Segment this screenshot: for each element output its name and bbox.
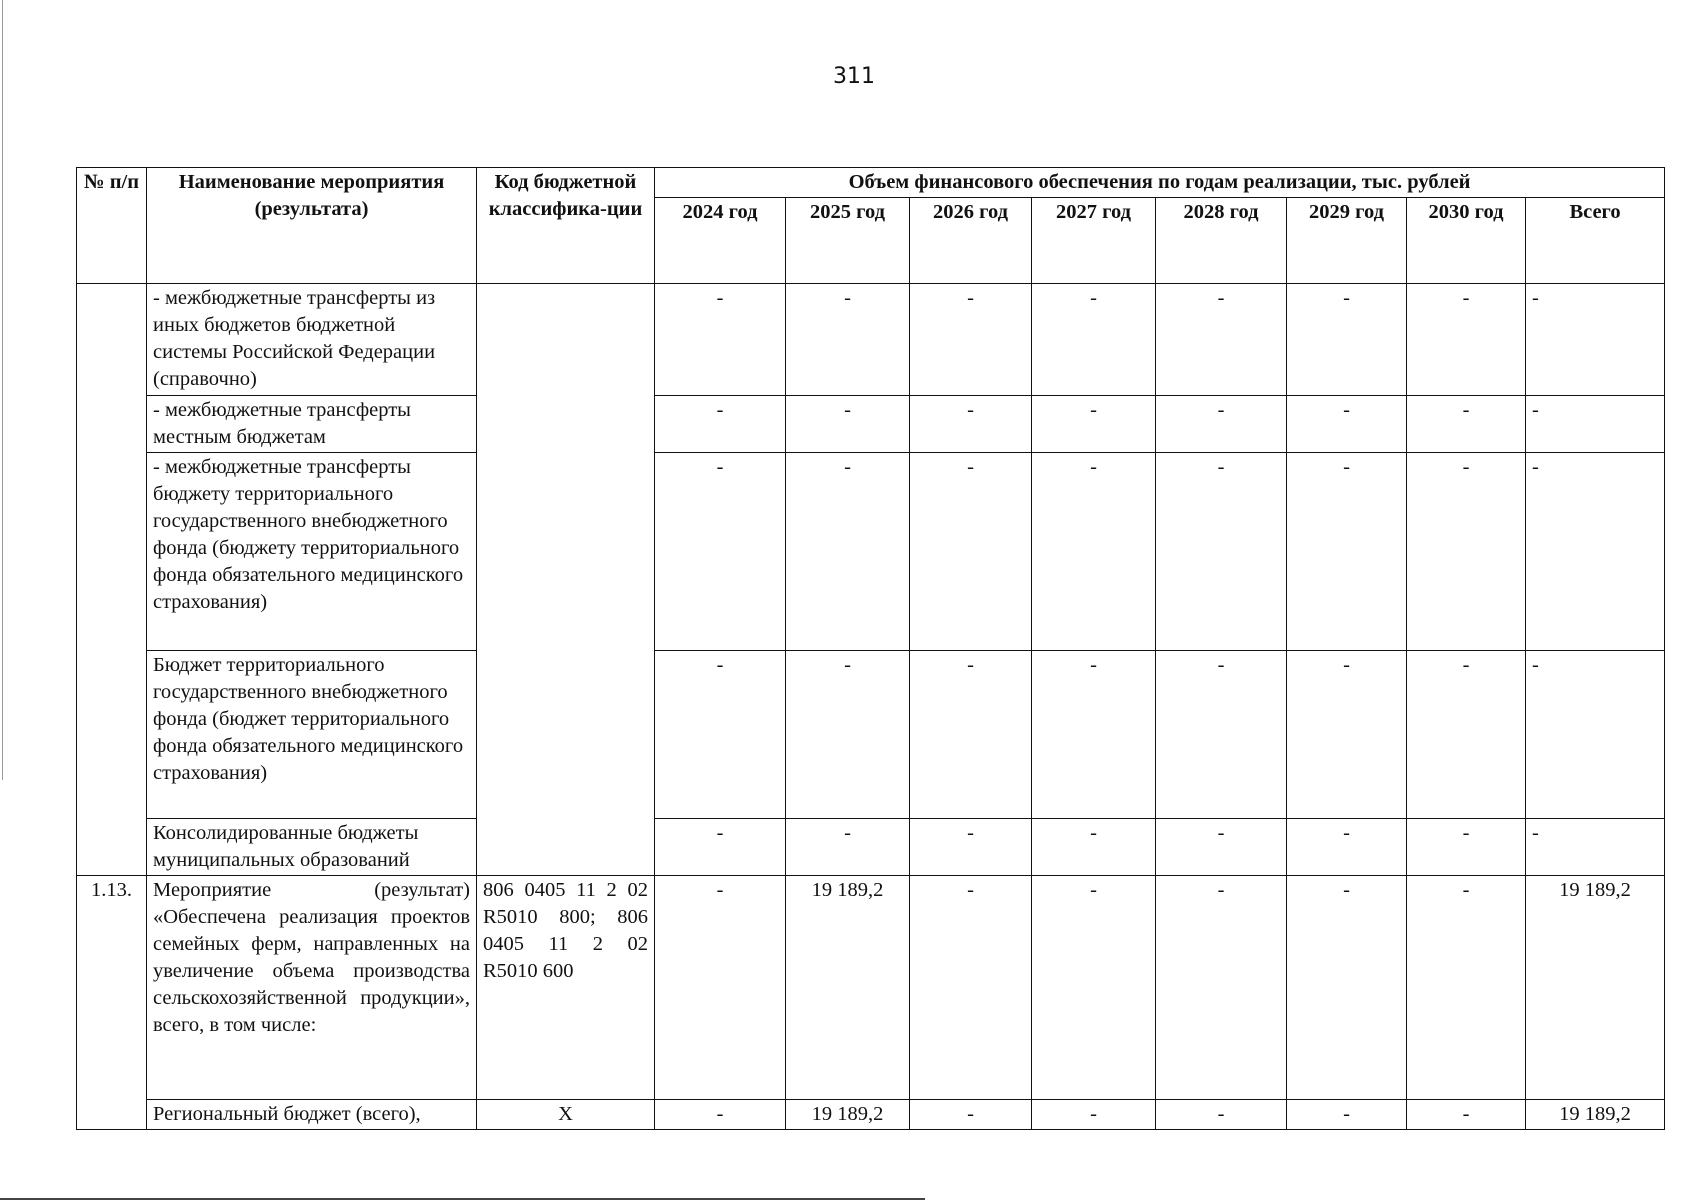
total-cell: - <box>1526 453 1665 651</box>
row-name: Региональный бюджет (всего), <box>147 1100 477 1130</box>
row-name: - межбюджетные трансферты бюджету территориального государственного внебюджетного фонда (бюджету территориального фонда обязательного медицинского страхования) <box>147 453 477 651</box>
value-cell: - <box>1156 819 1287 876</box>
row-number: 1.13. <box>77 876 147 1130</box>
value-cell: - <box>1032 651 1156 819</box>
header-col-no: № п/п <box>77 168 147 284</box>
value-cell: - <box>1032 396 1156 453</box>
value-cell: - <box>910 819 1032 876</box>
value-cell: - <box>655 876 786 1100</box>
table-row <box>77 284 1665 396</box>
value-cell: - <box>1287 1100 1407 1130</box>
header-year: 2027 год <box>1032 198 1156 284</box>
value-cell: - <box>655 396 786 453</box>
value-cell: - <box>1032 453 1156 651</box>
table-row <box>77 453 1665 651</box>
header-year: 2029 год <box>1287 198 1407 284</box>
value-cell: - <box>655 284 786 396</box>
value-cell: - <box>1287 651 1407 819</box>
value-cell: - <box>1287 396 1407 453</box>
table-row <box>77 651 1665 819</box>
header-row-1 <box>77 168 1665 198</box>
value-cell: - <box>1032 819 1156 876</box>
value-cell: 19 189,2 <box>786 1100 910 1130</box>
budget-table <box>76 167 1665 1130</box>
table-row <box>77 819 1665 876</box>
value-cell: - <box>1032 1100 1156 1130</box>
value-cell: - <box>910 284 1032 396</box>
row-name: Мероприятие (результат) «Обеспечена реализация проектов семейных ферм, направленных на увеличение объема производства сельскохозяйственной продукции», всего, в том числе: <box>147 876 477 1100</box>
row-name: - межбюджетные трансферты местным бюджетам <box>147 396 477 453</box>
value-cell: - <box>1407 284 1526 396</box>
header-year: 2030 год <box>1407 198 1526 284</box>
row-name: Консолидированные бюджеты муниципальных образований <box>147 819 477 876</box>
value-cell: - <box>786 651 910 819</box>
value-cell: - <box>1287 284 1407 396</box>
header-year: 2024 год <box>655 198 786 284</box>
value-cell: - <box>786 284 910 396</box>
scan-edge-line <box>2 0 3 780</box>
value-cell: - <box>1156 453 1287 651</box>
value-cell: - <box>1407 651 1526 819</box>
header-col-name: Наименование мероприятия (результата) <box>147 168 477 284</box>
value-cell: - <box>655 651 786 819</box>
value-cell: - <box>1287 819 1407 876</box>
value-cell: - <box>786 819 910 876</box>
value-cell: - <box>910 651 1032 819</box>
value-cell: - <box>1156 396 1287 453</box>
value-cell: - <box>910 1100 1032 1130</box>
value-cell: - <box>910 396 1032 453</box>
value-cell: - <box>786 453 910 651</box>
total-cell: - <box>1526 819 1665 876</box>
header-year: 2025 год <box>786 198 910 284</box>
value-cell: - <box>655 1100 786 1130</box>
value-cell: - <box>1407 453 1526 651</box>
header-year: 2028 год <box>1156 198 1287 284</box>
row-name: Бюджет территориального государственного внебюджетного фонда (бюджет территориального фонда обязательного медицинского страхования) <box>147 651 477 819</box>
total-cell: 19 189,2 <box>1526 876 1665 1100</box>
value-cell: - <box>1407 876 1526 1100</box>
row-code: X <box>477 1100 655 1130</box>
value-cell: - <box>1287 453 1407 651</box>
value-cell: - <box>1287 876 1407 1100</box>
page-number: 311 <box>833 64 875 89</box>
header-total: Всего <box>1526 198 1665 284</box>
row-code-cell <box>477 284 655 876</box>
row-name: - межбюджетные трансферты из иных бюджетов бюджетной системы Российской Федерации (справочно) <box>147 284 477 396</box>
value-cell: - <box>655 819 786 876</box>
total-cell: - <box>1526 396 1665 453</box>
value-cell: - <box>1407 819 1526 876</box>
value-cell: - <box>1156 284 1287 396</box>
row-number-cell <box>77 284 147 876</box>
value-cell: - <box>910 876 1032 1100</box>
total-cell: - <box>1526 284 1665 396</box>
total-cell: - <box>1526 651 1665 819</box>
value-cell: - <box>786 396 910 453</box>
value-cell: - <box>910 453 1032 651</box>
value-cell: 19 189,2 <box>786 876 910 1100</box>
header-col-volume: Объем финансового обеспечения по годам реализации, тыс. рублей <box>655 168 1665 198</box>
table-row <box>77 396 1665 453</box>
value-cell: - <box>1032 876 1156 1100</box>
header-year: 2026 год <box>910 198 1032 284</box>
header-col-code: Код бюджетной классифика-ции <box>477 168 655 284</box>
value-cell: - <box>1407 1100 1526 1130</box>
total-cell: 19 189,2 <box>1526 1100 1665 1130</box>
value-cell: - <box>655 453 786 651</box>
value-cell: - <box>1156 651 1287 819</box>
value-cell: - <box>1156 876 1287 1100</box>
table-row <box>77 1100 1665 1130</box>
value-cell: - <box>1032 284 1156 396</box>
row-code: 806 0405 11 2 02 R5010 800; 806 0405 11 2 02 R5010 600 <box>477 876 655 1100</box>
value-cell: - <box>1407 396 1526 453</box>
table-row <box>77 876 1665 1100</box>
value-cell: - <box>1156 1100 1287 1130</box>
